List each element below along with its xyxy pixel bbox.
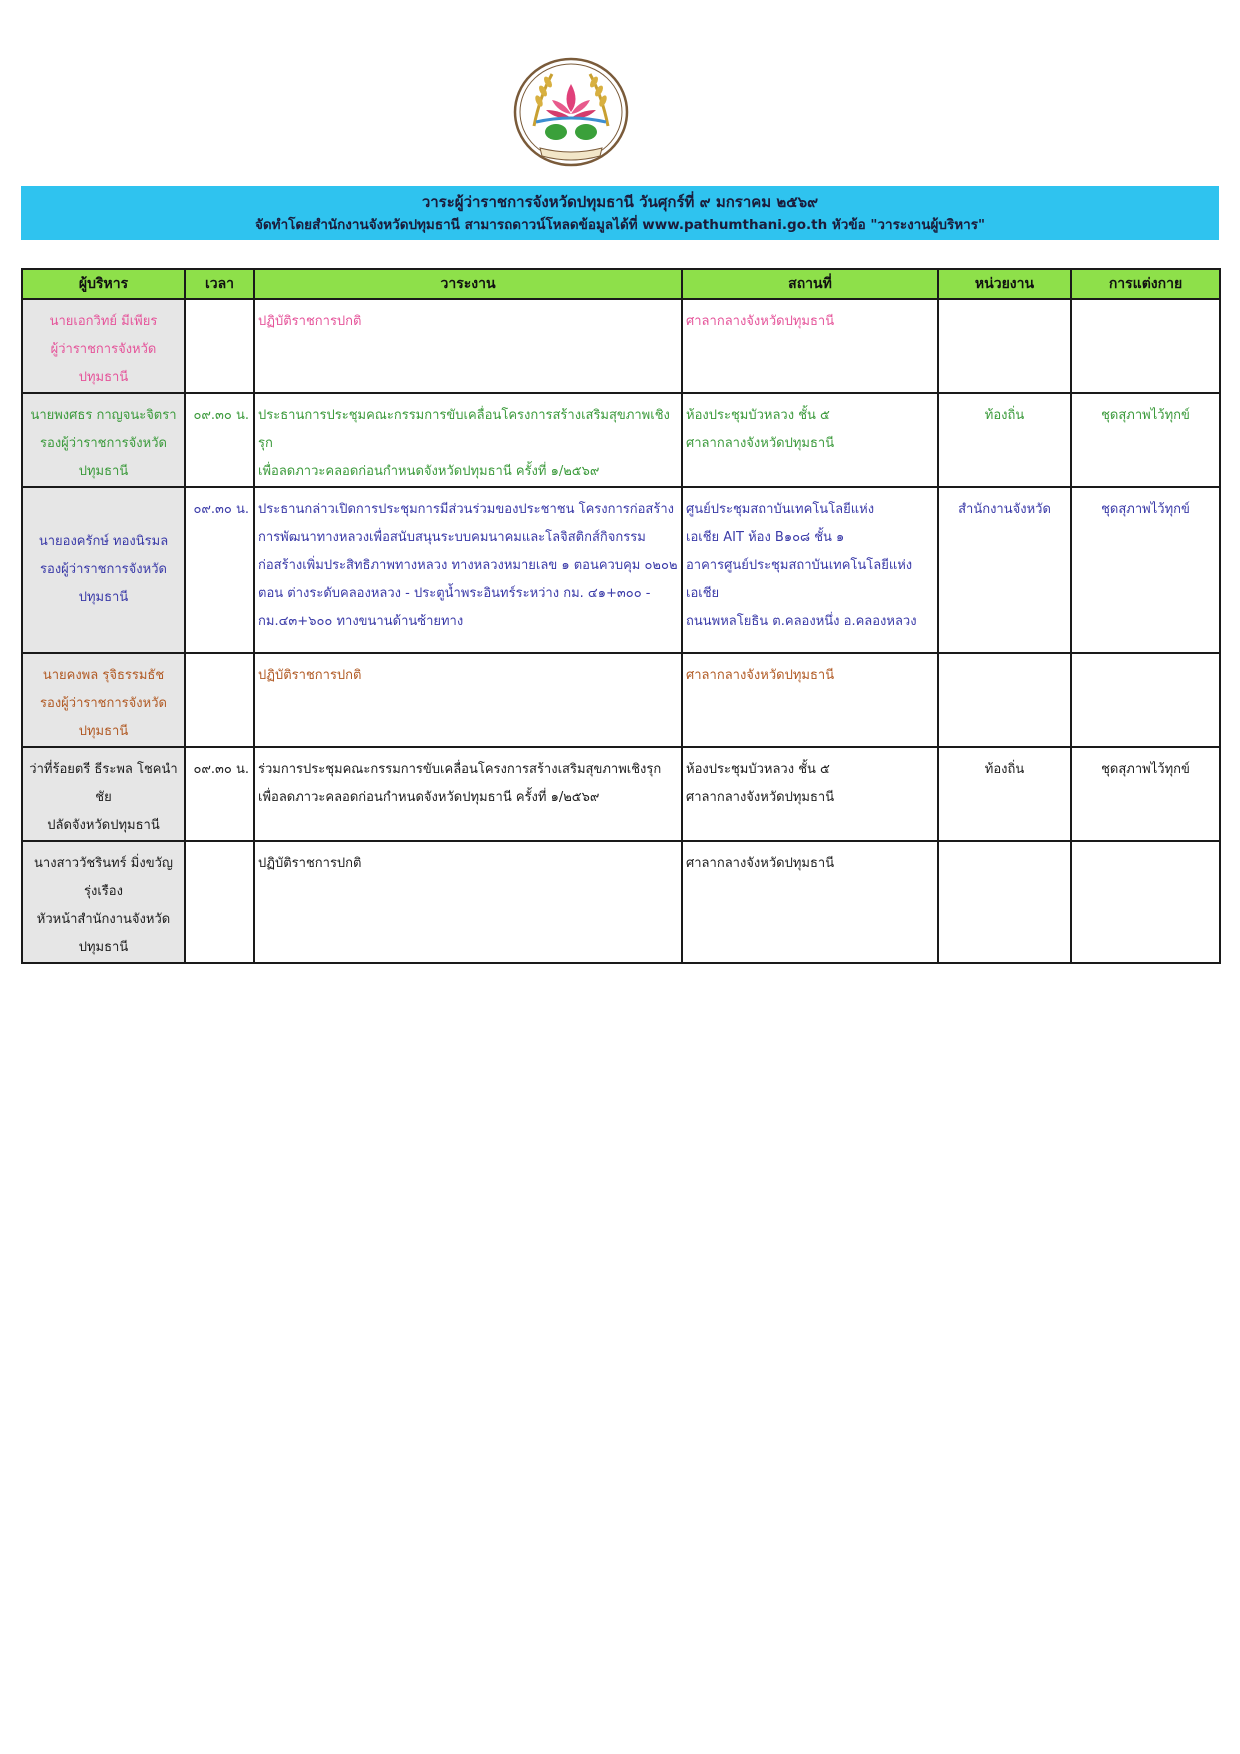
executive-cell (22, 841, 185, 963)
schedule-table (21, 268, 1221, 964)
agenda-line: ประธานกล่าวเปิดการประชุมการมีส่วนร่วมของประชาชน โครงการก่อสร้าง (258, 502, 674, 517)
executive-name: นายพงศธร กาญจนะจิตรา (30, 408, 177, 423)
column-header-attire: การแต่งกาย (1071, 269, 1220, 299)
agency-cell (938, 299, 1071, 393)
executive-position: รองผู้ว่าราชการจังหวัดปทุมธานี (40, 436, 167, 479)
location-cell (682, 487, 938, 653)
executive-position: รองผู้ว่าราชการจังหวัดปทุมธานี (40, 696, 167, 739)
column-header-time: เวลา (185, 269, 254, 299)
location-line: ศาลากลางจังหวัดปทุมธานี (686, 314, 835, 329)
column-header-location: สถานที่ (682, 269, 938, 299)
column-header-agency: หน่วยงาน (938, 269, 1071, 299)
location-cell (682, 299, 938, 393)
executive-cell (22, 393, 185, 487)
location-line: ห้องประชุมบัวหลวง ชั้น ๕ (686, 762, 830, 777)
attire-cell (1071, 653, 1220, 747)
agenda-cell (254, 653, 682, 747)
table-row (22, 841, 1220, 963)
attire-cell: ชุดสุภาพไว้ทุกข์ (1071, 747, 1220, 841)
agenda-line: ปฏิบัติราชการปกติ (258, 314, 362, 329)
table-row (22, 393, 1220, 487)
time-cell (185, 653, 254, 747)
agenda-cell (254, 487, 682, 653)
attire-cell (1071, 299, 1220, 393)
executive-position: รองผู้ว่าราชการจังหวัดปทุมธานี (40, 562, 167, 605)
agency-cell (938, 841, 1071, 963)
column-header-executive: ผู้บริหาร (22, 269, 185, 299)
agenda-line: ปฏิบัติราชการปกติ (258, 668, 362, 683)
agency-cell (938, 653, 1071, 747)
executive-position: ปลัดจังหวัดปทุมธานี (47, 818, 160, 833)
executive-name: นางสาววัชรินทร์ มิ่งขวัญรุ่งเรือง (34, 856, 173, 899)
agenda-line: ก่อสร้างเพิ่มประสิทธิภาพทางหลวง ทางหลวงหมายเลข ๑ ตอนควบคุม ๐๒๐๒ (258, 558, 678, 573)
time-cell (185, 841, 254, 963)
executive-cell (22, 299, 185, 393)
provincial-seal-logo (512, 56, 630, 168)
location-line: ศาลากลางจังหวัดปทุมธานี (686, 436, 835, 451)
table-row (22, 487, 1220, 653)
executive-cell (22, 487, 185, 653)
agenda-line: ร่วมการประชุมคณะกรรมการขับเคลื่อนโครงการสร้างเสริมสุขภาพเชิงรุก (258, 762, 662, 777)
location-cell (682, 393, 938, 487)
table-row (22, 653, 1220, 747)
executive-name: นายองครักษ์ ทองนิรมล (38, 534, 169, 549)
attire-cell (1071, 841, 1220, 963)
agenda-line: เพื่อลดภาวะคลอดก่อนกำหนดจังหวัดปทุมธานี ครั้งที่ ๑/๒๕๖๙ (258, 464, 600, 479)
agenda-cell (254, 841, 682, 963)
executive-position: หัวหน้าสำนักงานจังหวัดปทุมธานี (36, 912, 171, 955)
location-line: ศาลากลางจังหวัดปทุมธานี (686, 668, 835, 683)
location-line: ศาลากลางจังหวัดปทุมธานี (686, 790, 835, 805)
agenda-cell (254, 299, 682, 393)
agenda-cell (254, 747, 682, 841)
table-row (22, 299, 1220, 393)
table-row (22, 747, 1220, 841)
schedule-subtitle: จัดทำโดยสำนักงานจังหวัดปทุมธานี สามารถดาวน์โหลดข้อมูลได้ที่ www.pathumthani.go.th หัวข้อ "วาระงานผู้บริหาร" (255, 217, 985, 233)
location-cell (682, 653, 938, 747)
column-header-agenda: วาระงาน (254, 269, 682, 299)
agency-cell: ท้องถิ่น (938, 393, 1071, 487)
location-cell (682, 747, 938, 841)
time-cell: ๐๙.๓๐ น. (185, 393, 254, 487)
location-line: อาคารศูนย์ประชุมสถาบันเทคโนโลยีแห่งเอเชีย (686, 558, 913, 601)
agenda-line: เพื่อลดภาวะคลอดก่อนกำหนดจังหวัดปทุมธานี ครั้งที่ ๑/๒๕๖๙ (258, 790, 600, 805)
agenda-line: กม.๔๓+๖๐๐ ทางขนานด้านซ้ายทาง (258, 614, 464, 629)
location-line: ถนนพหลโยธิน ต.คลองหนึ่ง อ.คลองหลวง (686, 614, 917, 629)
location-line: ห้องประชุมบัวหลวง ชั้น ๕ (686, 408, 830, 423)
agenda-line: การพัฒนาทางหลวงเพื่อสนับสนุนระบบคมนาคมและโลจิสติกส์กิจกรรม (258, 530, 646, 545)
agenda-line: ประธานการประชุมคณะกรรมการขับเคลื่อนโครงการสร้างเสริมสุขภาพเชิงรุก (258, 408, 670, 451)
agenda-line: ตอน ต่างระดับคลองหลวง - ประตูน้ำพระอินทร์ระหว่าง กม. ๔๑+๓๐๐ - (258, 586, 651, 601)
location-cell (682, 841, 938, 963)
executive-name: นายเอกวิทย์ มีเพียร (49, 314, 158, 329)
location-line: ศาลากลางจังหวัดปทุมธานี (686, 856, 835, 871)
time-cell (185, 299, 254, 393)
executive-cell (22, 653, 185, 747)
time-cell: ๐๙.๓๐ น. (185, 747, 254, 841)
attire-cell: ชุดสุภาพไว้ทุกข์ (1071, 393, 1220, 487)
time-cell: ๐๙.๓๐ น. (185, 487, 254, 653)
attire-cell: ชุดสุภาพไว้ทุกข์ (1071, 487, 1220, 653)
executive-name: ว่าที่ร้อยตรี ธีระพล โชคนำชัย (29, 762, 178, 805)
table-header-row (22, 269, 1220, 299)
agency-cell: ท้องถิ่น (938, 747, 1071, 841)
schedule-header-banner (21, 186, 1219, 240)
executive-name: นายคงพล รุจิธรรมธัช (42, 668, 165, 683)
agency-cell: สำนักงานจังหวัด (938, 487, 1071, 653)
location-line: เอเชีย AIT ห้อง B๑๐๘ ชั้น ๑ (686, 530, 845, 545)
location-line: ศูนย์ประชุมสถาบันเทคโนโลยีแห่ง (686, 502, 875, 517)
agenda-line: ปฏิบัติราชการปกติ (258, 856, 362, 871)
executive-cell (22, 747, 185, 841)
executive-position: ผู้ว่าราชการจังหวัดปทุมธานี (50, 342, 157, 385)
schedule-title: วาระผู้ว่าราชการจังหวัดปทุมธานี วันศุกร์ที่ ๙ มกราคม ๒๕๖๙ (421, 193, 819, 211)
agenda-cell (254, 393, 682, 487)
